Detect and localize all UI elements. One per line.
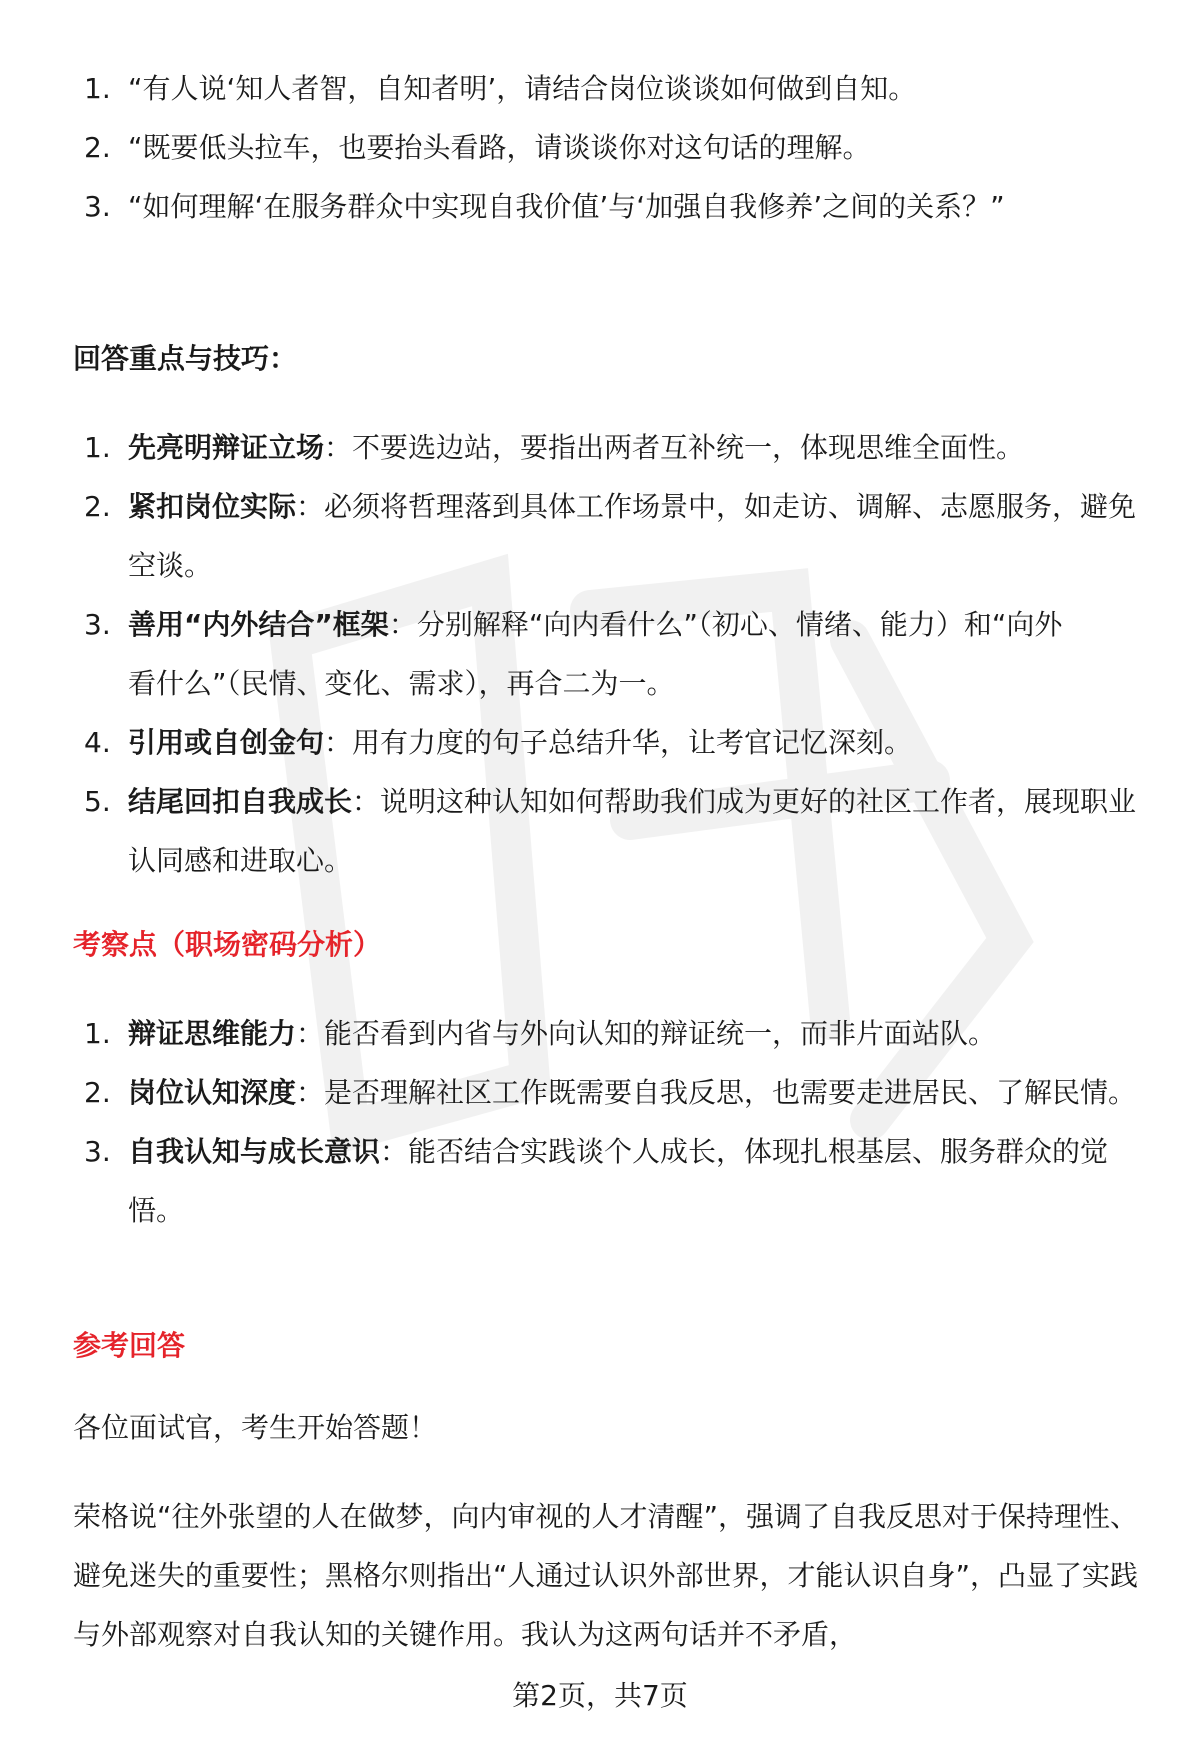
list-text: ：分别解释“向内看什么”（初心、情绪、能力）和“向外看什么”（民情、变化、需求），再合二为一。 [128,608,1063,700]
list-text: “如何理解‘在服务群众中实现自我价值’与‘加强自我修养’之间的关系？” [128,190,1005,223]
list-item [0,595,1200,713]
list-text: “有人说‘知人者智，自知者明’，请结合岗位谈谈如何做到自知。 [128,72,917,105]
list-number: 4. [84,726,111,759]
list-number: 2. [84,1076,111,1109]
list-text: ：不要选边站，要指出两者互补统一，体现思维全面性。 [324,431,1025,464]
section-heading-reference-answer: 参考回答 [73,1329,186,1362]
list-text: ：是否理解社区工作既需要自我反思，也需要走进居民、了解民情。 [296,1076,1137,1109]
list-number: 3. [84,190,111,223]
list-text: ：能否看到内省与外向认知的辩证统一，而非片面站队。 [296,1017,997,1050]
list-number: 1. [84,1017,111,1050]
list-item [0,59,1200,118]
section-heading-tips: 回答重点与技巧： [73,342,298,375]
list-item [0,772,1200,890]
list-bold-term: 结尾回扣自我成长 [128,785,353,818]
list-number: 3. [84,1135,111,1168]
list-text: ：用有力度的句子总结升华，让考官记忆深刻。 [324,726,913,759]
list-text: ：能否结合实践谈个人成长，体现扎根基层、服务群众的觉悟。 [128,1135,1109,1227]
list-bold-term: 辩证思维能力 [128,1017,297,1050]
list-item [0,1004,1200,1063]
list-item [0,477,1200,595]
tips-list [0,418,1200,890]
exam-points-list [0,1004,1200,1240]
list-item [0,177,1200,236]
list-number: 3. [84,608,111,641]
list-text: ：说明这种认知如何帮助我们成为更好的社区工作者，展现职业认同感和进取心。 [128,785,1137,877]
list-text: “既要低头拉车，也要抬头看路，请谈谈你对这句话的理解。 [128,131,871,164]
answer-paragraph: 荣格说“往外张望的人在做梦，向内审视的人才清醒”，强调了自我反思对于保持理性、避免迷失的重要性；黑格尔则指出“人通过认识外部世界，才能认识自身”，凸显了实践与外部观察对自我认知的关键作用。我认为这两句话并不矛盾， [73,1500,1139,1651]
list-number: 2. [84,131,111,164]
list-number: 1. [84,431,111,464]
list-item [0,1122,1200,1240]
list-item [0,713,1200,772]
list-bold-term: 引用或自创金句 [128,726,325,759]
list-item [0,118,1200,177]
list-item [0,418,1200,477]
list-number: 2. [84,490,111,523]
list-number: 5. [84,785,111,818]
list-bold-term: 自我认知与成长意识 [128,1135,381,1168]
list-text: ：必须将哲理落到具体工作场景中，如走访、调解、志愿服务，避免空谈。 [128,490,1137,582]
list-item [0,1063,1200,1122]
page-number: 第2页，共7页 [512,1679,688,1712]
list-bold-term: 紧扣岗位实际 [128,490,297,523]
list-bold-term: 岗位认知深度 [128,1076,297,1109]
list-bold-term: 善用“内外结合”框架 [128,608,389,641]
section-heading-exam-points: 考察点（职场密码分析） [73,928,382,961]
answer-opening: 各位面试官，考生开始答题！ [73,1411,438,1444]
list-bold-term: 先亮明辩证立场 [128,431,325,464]
question-list [0,59,1200,236]
list-number: 1. [84,72,111,105]
